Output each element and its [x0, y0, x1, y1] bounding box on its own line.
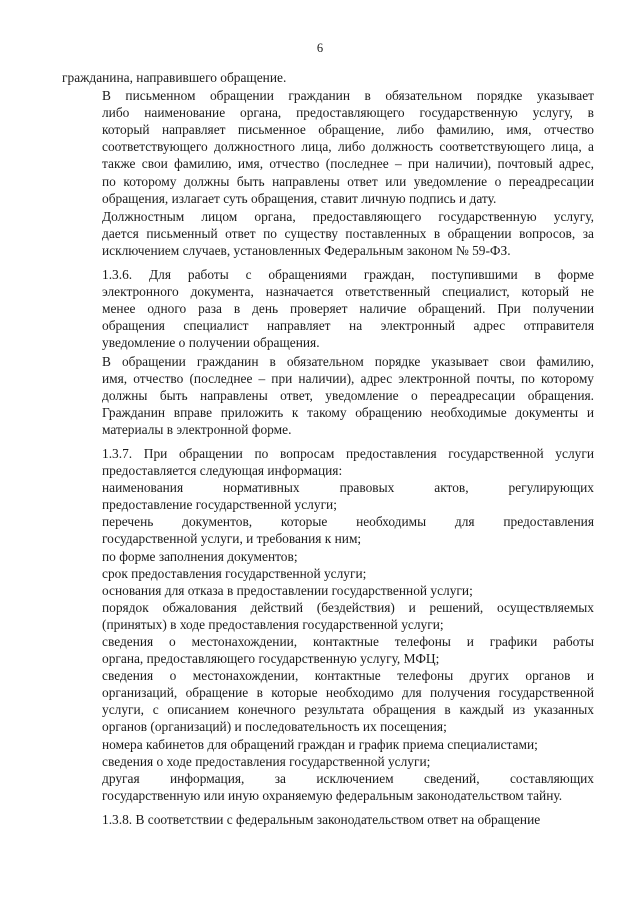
text-line: соответствующего должностного лица, либо должность соответствующего лица, а — [102, 139, 594, 155]
text-line: сведения о местонахождении, контактные телефоны и графики работы — [102, 634, 594, 649]
text-line: обращения, излагает суть обращения, ставит личную подпись и дату. — [102, 190, 497, 206]
list-item — [62, 770, 594, 804]
text-line: который направляет письменное обращение, либо фамилию, имя, отчество — [102, 122, 594, 138]
text-line: предоставляется следующая информация: — [102, 463, 343, 479]
text-line: В письменном обращении гражданин в обязательном порядке указывает — [102, 88, 594, 104]
text-line: срок предоставления государственной услуги; — [102, 565, 367, 581]
list-item — [62, 599, 594, 633]
list-item — [62, 548, 594, 565]
list-item — [62, 565, 594, 582]
text-line: сведения о ходе предоставления государственной услуги; — [102, 753, 431, 769]
text-line: В обращении гражданин в обязательном порядке указывает свои фамилию, — [102, 353, 594, 369]
text-line: государственной услуги, и требования к ним; — [102, 531, 362, 547]
text-line: органов (организаций) и последовательность их посещения; — [102, 719, 447, 735]
text-line: менее одного раза в день проверяет наличие обращений. При получении — [102, 301, 594, 317]
list-item — [62, 736, 594, 753]
text-line: другая информация, за исключением сведений, составляющих — [102, 770, 594, 786]
text-line: также свои фамилию, имя, отчество (последнее – при наличии), почтовый адрес, — [102, 156, 594, 172]
text-line: наименования нормативных правовых актов, регулирующих — [102, 480, 594, 496]
text-line: дается письменный ответ по существу поставленных в обращении вопросов, за — [102, 225, 594, 241]
text-line: 1.3.6. Для работы с обращениями граждан, поступившими в форме — [102, 267, 594, 283]
paragraph-1-3-8 — [62, 811, 594, 828]
text-line: услуги, с описанием конечного результата обращения в каждый из указанных — [102, 702, 594, 718]
text-line: Должностным лицом органа, предоставляющего государственную услугу, — [102, 208, 594, 224]
list-item — [62, 479, 594, 513]
text-line: исключением случаев, установленных Федеральным законом № 59-ФЗ. — [102, 242, 511, 258]
text-line: основания для отказа в предоставлении государственной услуги; — [102, 582, 473, 598]
text-line: Гражданин вправе приложить к такому обращению необходимые документы и — [102, 404, 594, 420]
text-line: номера кабинетов для обращений граждан и график приема специалистами; — [102, 736, 538, 752]
list-item — [62, 753, 594, 770]
text-line: сведения о местонахождении, контактные телефоны других органов и — [102, 668, 594, 684]
paragraph-official-response — [62, 208, 594, 259]
text-line: по которому должны быть направлены ответ или уведомление о переадресации — [102, 173, 594, 189]
paragraph-1-3-7 — [62, 445, 594, 479]
text-line: материалы в электронной форме. — [102, 421, 292, 437]
paragraph-1-3-6 — [62, 266, 594, 351]
page-number: 6 — [316, 41, 324, 55]
text-line: по форме заполнения документов; — [102, 548, 298, 564]
text-line: организаций, обращение в которые необходимо для получения государственной — [102, 685, 594, 701]
paragraph-electronic-appeal — [62, 353, 594, 438]
text-line: 1.3.7. При обращении по вопросам предоставления государственной услуги — [102, 445, 594, 461]
text-line: должны быть направлены ответ, уведомление о переадресации обращения. — [102, 387, 594, 403]
list-item — [62, 633, 594, 667]
list-item — [62, 667, 594, 735]
text-line: уведомление о получении обращения. — [102, 335, 320, 351]
text-line: государственную или иную охраняемую федеральным законодательством тайну. — [102, 787, 563, 803]
text-line: обращения специалист направляет на электронный адрес отправителя — [102, 318, 594, 334]
text-line: (принятых) в ходе предоставления государственной услуги; — [102, 616, 444, 632]
list-item — [62, 582, 594, 599]
body-text — [62, 69, 594, 828]
text-line: гражданина, направившего обращение. — [62, 70, 287, 85]
text-line: 1.3.8. В соответствии с федеральным законодательством ответ на обращение — [102, 811, 541, 827]
text-line: имя, отчество (последнее – при наличии), адрес электронной почты, по которому — [102, 370, 594, 386]
text-line: перечень документов, которые необходимы для предоставления — [102, 514, 594, 530]
list-item — [62, 513, 594, 547]
text-line: электронного документа, назначается ответственный специалист, который не — [102, 284, 594, 300]
text-line: предоставление государственной услуги; — [102, 497, 337, 513]
paragraph-written-appeal — [62, 87, 594, 207]
text-line: порядок обжалования действий (бездействия) и решений, осуществляемых — [102, 599, 594, 615]
text-line: либо наименование органа, предоставляющего государственную услугу, в — [102, 105, 594, 121]
text-line: органа, предоставляющего государственную услугу, МФЦ; — [102, 651, 440, 667]
paragraph-continuation — [62, 69, 594, 86]
